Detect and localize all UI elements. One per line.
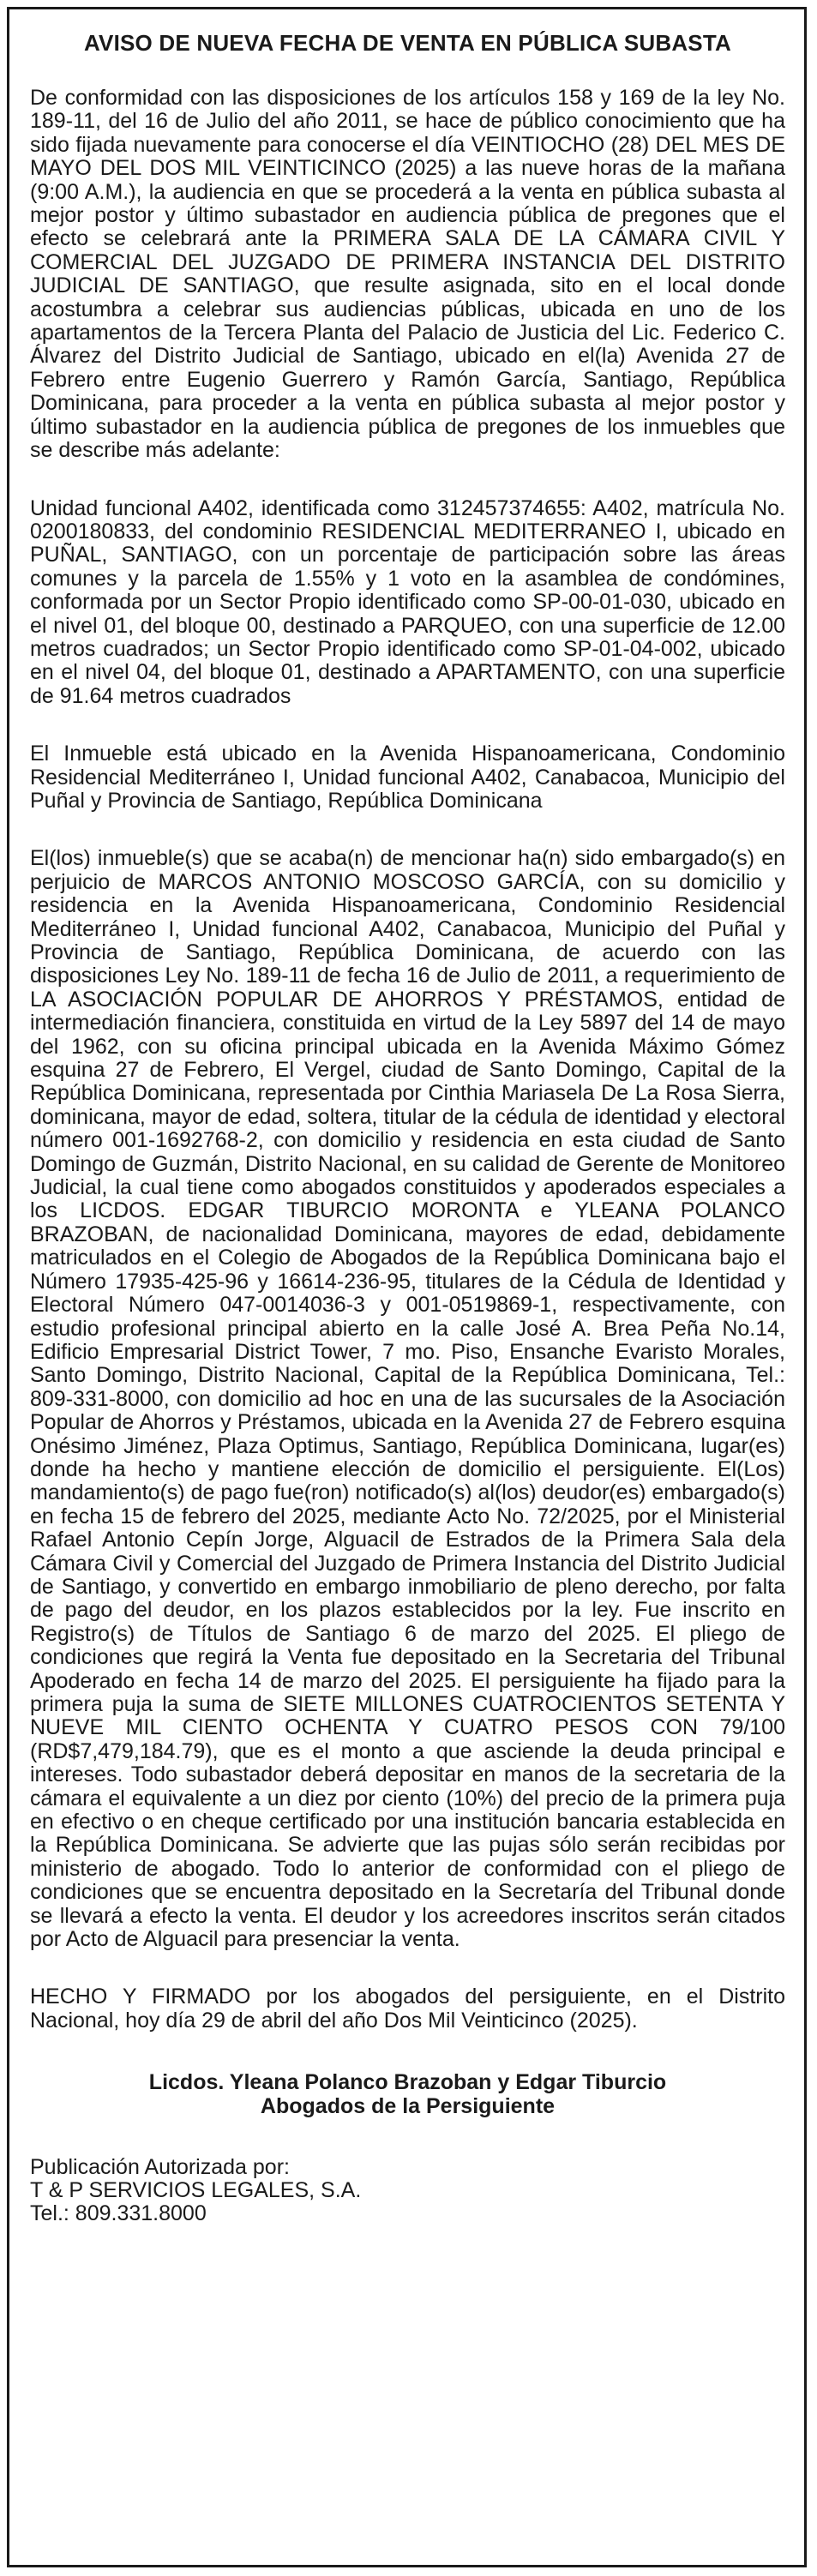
legal-notice xyxy=(7,7,807,2567)
publication-phone: Tel.: 809.331.8000 xyxy=(30,2201,207,2226)
signature-names: Licdos. Yleana Polanco Brazoban y Edgar Tiburcio xyxy=(148,2070,667,2095)
signed-statement-paragraph: HECHO Y FIRMADO por los abogados del persiguiente, en el Distrito Nacional, hoy día 29 de abril del año Dos Mil Veinticinco (2025). xyxy=(30,1985,785,2033)
signature-block xyxy=(30,2070,785,2118)
seizure-details-paragraph: El(los) inmueble(s) que se acaba(n) de mencionar ha(n) sido embargado(s) en perjuicio de MARCOS ANTONIO MOSCOSO GARCÍA, con su domicilio y residencia en la Avenida Hispanoamericana, Condominio Residencial Mediterráneo I, Unidad funcional A402, Canabacoa, Municipio del Puñal y Provincia de Santiago, República Dominicana, de acuerdo con las disposiciones Ley No. 189-11 de fecha 16 de Julio de 2011, a requerimiento de LA ASOCIACIÓN POPULAR DE AHORROS Y PRÉSTAMOS, entidad de intermediación financiera, constituida en virtud de la Ley 5897 del 14 de mayo del 1962, con su oficina principal ubicada en la Avenida Máximo Gómez esquina 27 de Febrero, El Vergel, ciudad de Santo Domingo, Capital de la República Dominicana, representada por Cinthia Mariasela De La Rosa Sierra, dominicana, mayor de edad, soltera, titular de la cédula de identidad y electoral número 001-1692768-2, con domicilio y residencia en esta ciudad de Santo Domingo de Guzmán, Distrito Nacional, en su calidad de Gerente de Monitoreo Judicial, la cual tiene como abogados constituidos y apoderados especiales a los LICDOS. EDGAR TIBURCIO MORONTA e YLEANA POLANCO BRAZOBAN, de nacionalidad Dominicana, mayores de edad, debidamente matriculados en el Colegio de Abogados de la República Dominicana bajo el Número 17935-425-96 y 16614-236-95, titulares de la Cédula de Identidad y Electoral Número 047-0014036-3 y 001-0519869-1, respectivamente, con estudio profesional principal abierto en la calle José A. Brea Peña No.14, Edificio Empresarial District Tower, 7 mo. Piso, Ensanche Evaristo Morales, Santo Domingo, Distrito Nacional, Capital de la República Dominicana, Tel.: 809-331-8000, con domicilio ad hoc en una de las sucursales de la Asociación Popular de Ahorros y Préstamos, ubicada en la Avenida 27 de Febrero esquina Onésimo Jiménez, Plaza Optimus, Santiago, República Dominicana, lugar(es) donde ha hecho y mantiene elección de domicilio el persiguiente. El(Los) mandamiento(s) de pago fue(ron) notificado(s) al(los) deudor(es) embargado(s) en fecha 15 de febrero del 2025, mediante Acto No. 72/2025, por el Ministerial Rafael Antonio Cepín Jorge, Alguacil de Estrados de la Primera Sala dela Cámara Civil y Comercial del Juzgado de Primera Instancia del Distrito Judicial de Santiago, y convertido en embargo inmobiliario de pleno derecho, por falta de pago del deudor, en los plazos establecidos por la ley. Fue inscrito en Registro(s) de Títulos de Santiago 6 de marzo del 2025. El pliego de condiciones que regirá la Venta fue depositado en la Secretaria del Tribunal Apoderado en fecha 14 de marzo del 2025. El persiguiente ha fijado para la primera puja la suma de SIETE MILLONES CUATROCIENTOS SETENTA Y NUEVE MIL CIENTO OCHENTA Y CUATRO PESOS CON 79/100 (RD$7,479,184.79), que es el monto a que asciende la deuda principal e intereses. Todo subastador deberá depositar en manos de la secretaria de la cámara el equivalente a un diez por ciento (10%) del precio de la primera puja en efectivo o en cheque certificado por una institución bancaria establecida en la República Dominicana. Se advierte que las pujas sólo serán recibidas por ministerio de abogado. Todo lo anterior de conformidad con el pliego de condiciones que se encuentra depositado en la Secretaría del Tribunal donde se llevará a efecto la venta. El deudor y los acreedores inscritos serán citados por Acto de Alguacil para presenciar la venta. xyxy=(30,846,785,1952)
publication-block xyxy=(30,2156,785,2225)
publication-company: T & P SERVICIOS LEGALES, S.A. xyxy=(30,2178,362,2203)
publication-label: Publicación Autorizada por: xyxy=(30,2155,290,2180)
signature-role: Abogados de la Persiguiente xyxy=(260,2094,556,2119)
property-location-paragraph: El Inmueble está ubicado en la Avenida Hispanoamericana, Condominio Residencial Mediterráneo I, Unidad funcional A402, Canabacoa, Municipio del Puñal y Provincia de Santiago, República Dominicana xyxy=(30,742,785,813)
notice-title: AVISO DE NUEVA FECHA DE VENTA EN PÚBLICA SUBASTA xyxy=(84,30,731,56)
property-description-paragraph: Unidad funcional A402, identificada como 312457374655: A402, matrícula No. 0200180833, del condominio RESIDENCIAL MEDITERRANEO I, ubicado en PUÑAL, SANTIAGO, con un porcentaje de participación sobre las áreas comunes y la parcela de 1.55% y 1 voto en la asamblea de condómines, conformada por un Sector Propio identificado como SP-00-01-030, ubicado en el nivel 01, del bloque 00, destinado a PARQUEO, con una superficie de 12.00 metros cuadrados; un Sector Propio identificado como SP-01-04-002, ubicado en el nivel 04, del bloque 01, destinado a APARTAMENTO, con una superficie de 91.64 metros cuadrados xyxy=(30,495,785,708)
auction-date-paragraph: De conformidad con las disposiciones de los artículos 158 y 169 de la ley No. 189-11, del 16 de Julio del año 2011, se hace de público conocimiento que ha sido fijada nuevamente para conocerse el día VEINTIOCHO (28) DEL MES DE MAYO DEL DOS MIL VEINTICINCO (2025) a las nueve horas de la mañana (9:00 A.M.), la audiencia en que se procederá a la venta en pública subasta al mejor postor y último subastador en audiencia pública de pregones que el efecto se celebrará ante la PRIMERA SALA DE LA CÁMARA CIVIL Y COMERCIAL DEL JUZGADO DE PRIMERA INSTANCIA DEL DISTRITO JUDICIAL DE SANTIAGO, que resulte asignada, sito en el local donde acostumbra a celebrar sus audiencias públicas, ubicada en uno de los apartamentos de la Tercera Planta del Palacio de Justicia del Lic. Federico C. Álvarez del Distrito Judicial de Santiago, ubicado en el(la) Avenida 27 de Febrero entre Eugenio Guerrero y Ramón García, Santiago, República Dominicana, para proceder a la venta en pública subasta al mejor postor y último subastador en la audiencia pública de pregones de los inmuebles que se describe más adelante: xyxy=(30,86,785,463)
